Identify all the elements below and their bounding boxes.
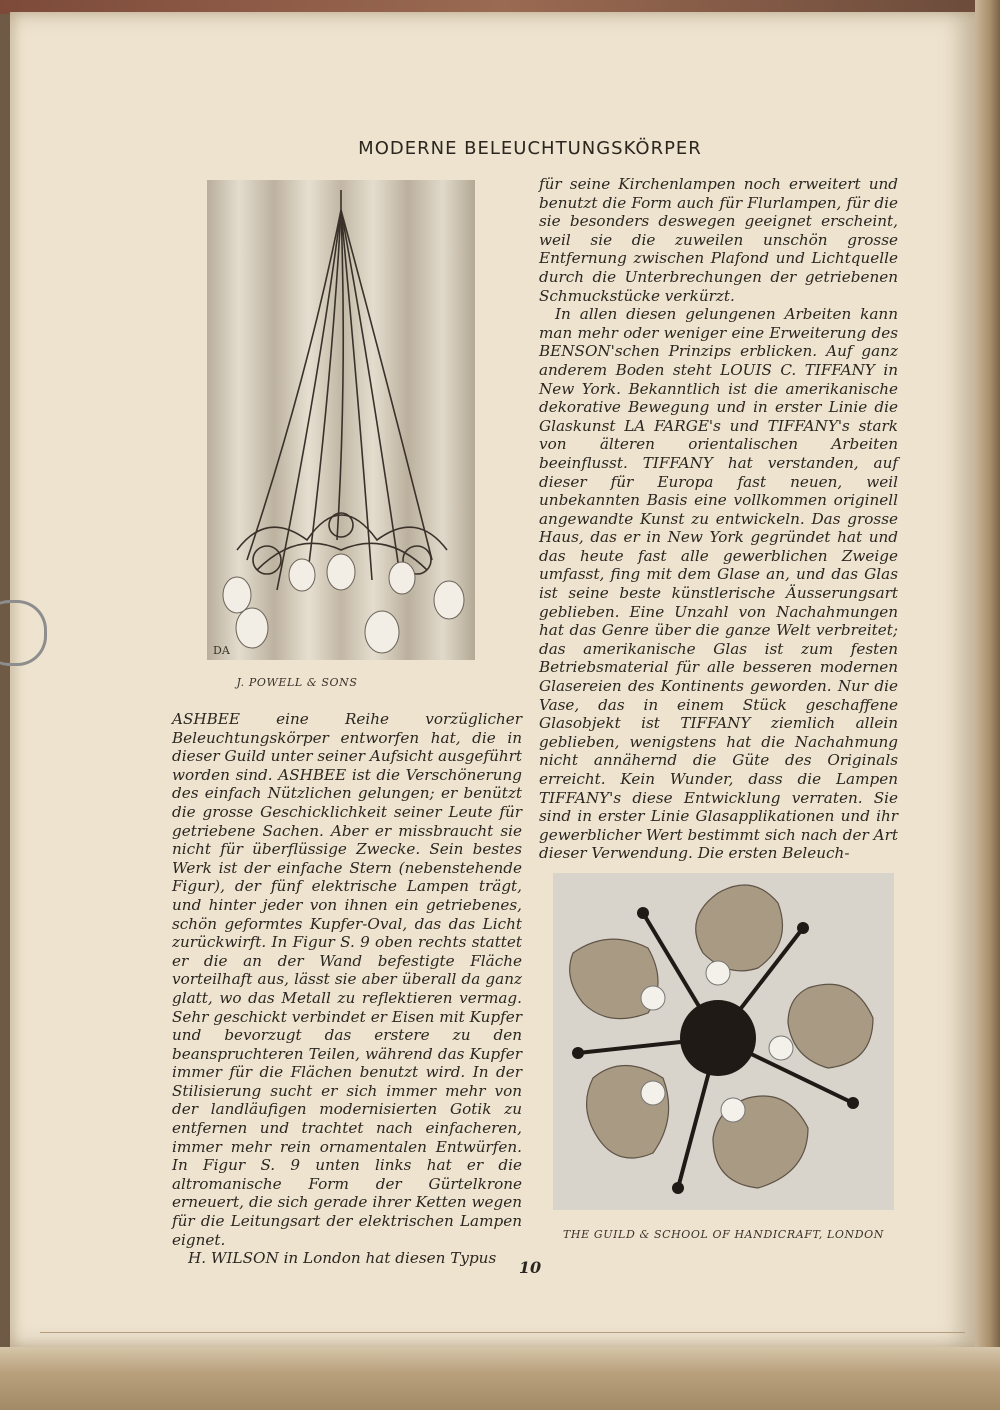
right-text-column [539, 175, 898, 863]
star-lamp-illustration [553, 873, 894, 1210]
left-paragraph-1: ASHBEE eine Reihe vorzüglicher Beleuchtungskörper entworfen hat, die in dieser Guild unter seiner Aufsicht ausgeführt worden sind. ASHBEE ist die Verschönerung des einfach Nützlichen gelungen; er benützt die grosse Geschicklichkeit seiner Leute für getriebene Sachen. Aber er missbraucht sie nicht für überflüssige Zwecke. Sein bestes Werk ist der einfache Stern (nebenstehende Figur), der fünf elektrische Lampen trägt, und hinter jeder von ihnen ein getriebenes, schön geformtes Kupfer-Oval, das das Licht zurückwirft. In Figur S. 9 oben rechts stattet er die an der Wand befestigte Fläche vorteilhaft aus, lässt sie aber überall da ganz glatt, wo das Metall zu reflektieren vermag. Sehr geschickt verbindet er Eisen mit Kupfer und bevorzugt das erstere zu den beanspruchteren Teilen, während das Kupfer immer für die Flächen benutzt wird. In der Stilisierung sucht er sich immer mehr von der landläufigen modernisierten Gotik zu entfernen und trachtet nach einfacheren, immer mehr rein ornamentalen Entwürfen. In Figur S. 9 unten links hat er die altromanische Form der Gürtelkrone erneuert, die sich gerade ihrer Ketten wegen für die Leitungsart der elektrischen Lampen eignet. [172, 710, 522, 1249]
right-paragraph-2: In allen diesen gelungenen Arbeiten kann man mehr oder weniger eine Erweiterung des BENSON'schen Prinzips erblicken. Auf ganz anderem Boden steht LOUIS C. TIFFANY in New York. Bekanntlich ist die amerikanische dekorative Bewegung und in erster Linie die Glaskunst LA FARGE's und TIFFANY's stark von älteren orientalischen Arbeiten beeinflusst. TIFFANY hat verstanden, auf dieser für Europa fast neuen, weil unbekannten Basis eine vollkommen originell angewandte Kunst zu entwickeln. Das grosse Haus, das er in New York gegründet hat und das heute fast alle gewerblichen Zweige umfasst, fing mit dem Glase an, und das Glas ist seine beste künstlerische Äusserungsart geblieben. Eine Unzahl von Nachahmungen hat das Genre über die ganze Welt verbreitet; das amerikanische Glas ist zum festen Betriebsmaterial für alle besseren modernen Glasereien des Kontinents geworden. Nur die Vase, das in einem Stück geschaffene Glasobjekt ist TIFFANY ziemlich allein geblieben, wenigstens hat die Nachahmung nicht annähernd die Güte des Originals erreicht. Kein Wunder, dass die Lampen TIFFANY's diese Entwicklung verraten. Sie sind in erster Linie Glasapplikationen und ihr gewerblicher Wert bestimmt sich nach der Art dieser Verwendung. Die ersten Beleuch- [539, 305, 898, 863]
right-paragraph-1: für seine Kirchenlampen noch erweitert und benutzt die Form auch für Flurlampen, für die sie besonders deswegen geeignet erscheint, weil sie die zuweilen unschön grosse Entfernung zwischen Plafond und Lichtquelle durch die Unterbrechungen der getriebenen Schmuckstücke verkürzt. [539, 175, 898, 305]
left-paragraph-2: H. WILSON in London hat diesen Typus [188, 1249, 497, 1268]
chandelier-photo [207, 180, 475, 660]
monogram-mark: DA [213, 644, 230, 657]
page-number: 10 [518, 1258, 542, 1277]
running-header: MODERNE BELEUCHTUNGSKÖRPER [358, 138, 702, 159]
left-text-column [172, 710, 522, 1268]
chandelier-illustration [207, 180, 475, 660]
page-stack-bottom [0, 1347, 1000, 1410]
caption-bottom-figure: THE GUILD & SCHOOL OF HANDICRAFT, LONDON [562, 1228, 885, 1241]
caption-top-figure: J. POWELL & SONS [236, 676, 358, 689]
page-stack-right [975, 0, 1000, 1410]
star-lamp-photo [553, 873, 894, 1210]
page-bottom-rule [40, 1332, 965, 1333]
